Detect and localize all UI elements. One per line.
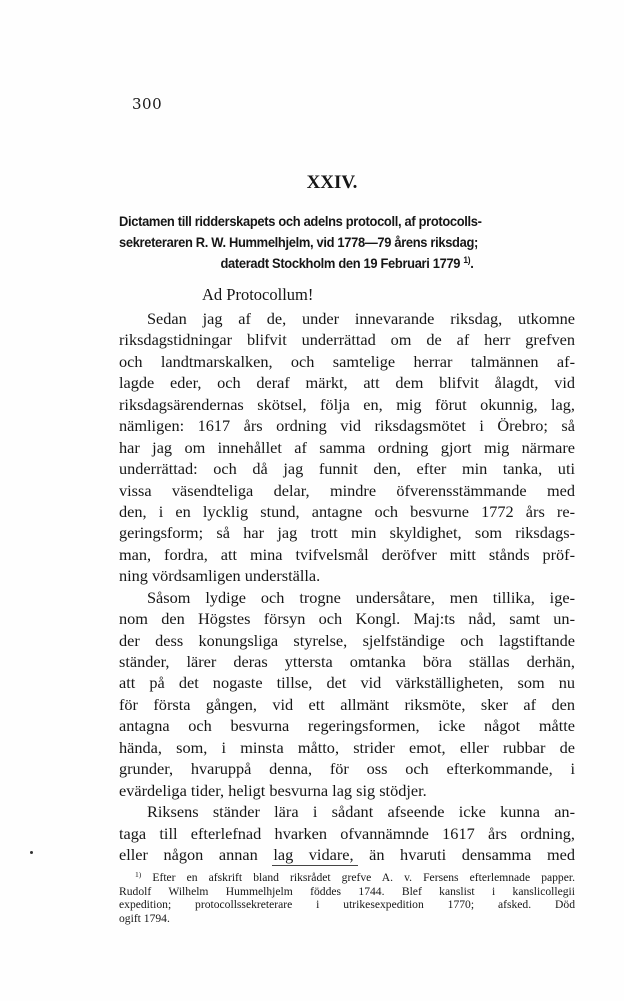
print-speck [30, 851, 33, 854]
body-line: att på det nogaste tillse, det vid värkställigheten, som nu [119, 673, 575, 693]
body-line: riksdagsärendernas skötsel, följa en, mig förut okunnig, lag, [119, 394, 575, 414]
body-line: nämligen: 1617 års ordning vid riksdagsmötet i Örebro; så [119, 416, 575, 436]
heading-line: sekreteraren R. W. Hummelhjelm, vid 1778—79 årens riksdag; [119, 235, 478, 250]
body-line: för första gången, vid ett allmänt riksmöte, sker af den [119, 694, 575, 714]
chapter-number: XXIV. [306, 172, 358, 193]
salutation: Ad Protocollum! [202, 285, 314, 304]
heading-line: Dictamen till ridderskapets och adelns protocoll, af protocolls- [119, 214, 482, 229]
body-line: Riksens ständer lära i sådant afseende icke kunna an- [147, 802, 575, 822]
footnote-line: ogift 1794. [119, 911, 170, 925]
body-line: lagde eder, och deraf märkt, att dem blifvit ålagdt, vid [119, 373, 575, 393]
body-line: der dess konungsliga styrelse, sjelfständige och lagstiftande [119, 630, 575, 650]
footnote-marker: 1) [135, 869, 142, 879]
footnote-line: Rudolf Wilhelm Hummelhjelm föddes 1744. Blef kanslist i kanslicollegii [119, 884, 575, 898]
body-line: hända, som, i minsta måtto, strider emot, eller rubbar de [119, 737, 575, 757]
footnote [119, 871, 575, 925]
body-line: antagna och besvurna regeringsformen, icke något måtte [119, 716, 575, 736]
heading-line-text: dateradt Stockholm den 19 Februari 1779 [220, 256, 461, 271]
body-line: Såsom lydige och trogne undersåtare, men tillika, ige- [147, 587, 575, 607]
body-line: grunder, hvaruppå denna, för oss och efterkommande, i [119, 759, 575, 779]
body-text [119, 308, 575, 865]
body-line: och landtmarskalken, och samtelige herrar talmännen af- [119, 351, 575, 371]
heading-footnote-marker: 1) [463, 255, 471, 266]
body-line: taga till efterlefnad hvarken ofvannämnde 1617 års ordning, [119, 823, 575, 843]
body-line: Sedan jag af de, under innevarande riksdag, utkomne [147, 309, 575, 328]
body-line: riksdagstidningar blifvit underrättad om de af herr grefven [119, 330, 575, 350]
document-heading [119, 211, 552, 274]
body-line: geringsform; så har jag trott min skyldighet, som riksdags- [119, 523, 575, 543]
body-line: vissa väsendteliga delar, mindre öfverensstämmande med [119, 480, 575, 500]
body-line: underrättad: och då jag funnit den, efter min tanka, uti [119, 459, 575, 479]
footnote-line: expedition; protocollssekreterare i utrikesexpedition 1770; afsked. Död [119, 898, 575, 912]
body-line: man, fordra, att mina tvifvelsmål deröfver mitt stånds pröf- [119, 544, 575, 564]
body-line: ning vördsamligen underställa. [119, 566, 321, 586]
heading-line-last: dateradt Stockholm den 19 Februari 1779 $^{1)}$. [220, 255, 474, 271]
body-line: den, i en lycklig stund, antagne och besvurne 1772 års re- [119, 501, 575, 521]
body-line: evärdeliga tider, heligt besvurna lag sig stödjer. [119, 780, 427, 800]
footnote-line-text: Efter en afskrift bland riksrådet grefve A. v. Fersens efterlemnade papper. [152, 871, 575, 884]
footnote-line-first [119, 871, 575, 885]
page-number: 300 [132, 95, 163, 113]
footnote-rule [272, 865, 358, 866]
body-line: har jag om innehållet af samma ordning gjort mig närmare [119, 437, 575, 457]
body-line: eller någon annan lag vidare, än hvaruti densamma med [119, 844, 575, 864]
body-line: ständer, lärer deras yttersta omtanka böra ställas derhän, [119, 652, 575, 671]
body-line: nom den Högstes försyn och Kongl. Maj:ts nåd, samt un- [119, 609, 575, 629]
